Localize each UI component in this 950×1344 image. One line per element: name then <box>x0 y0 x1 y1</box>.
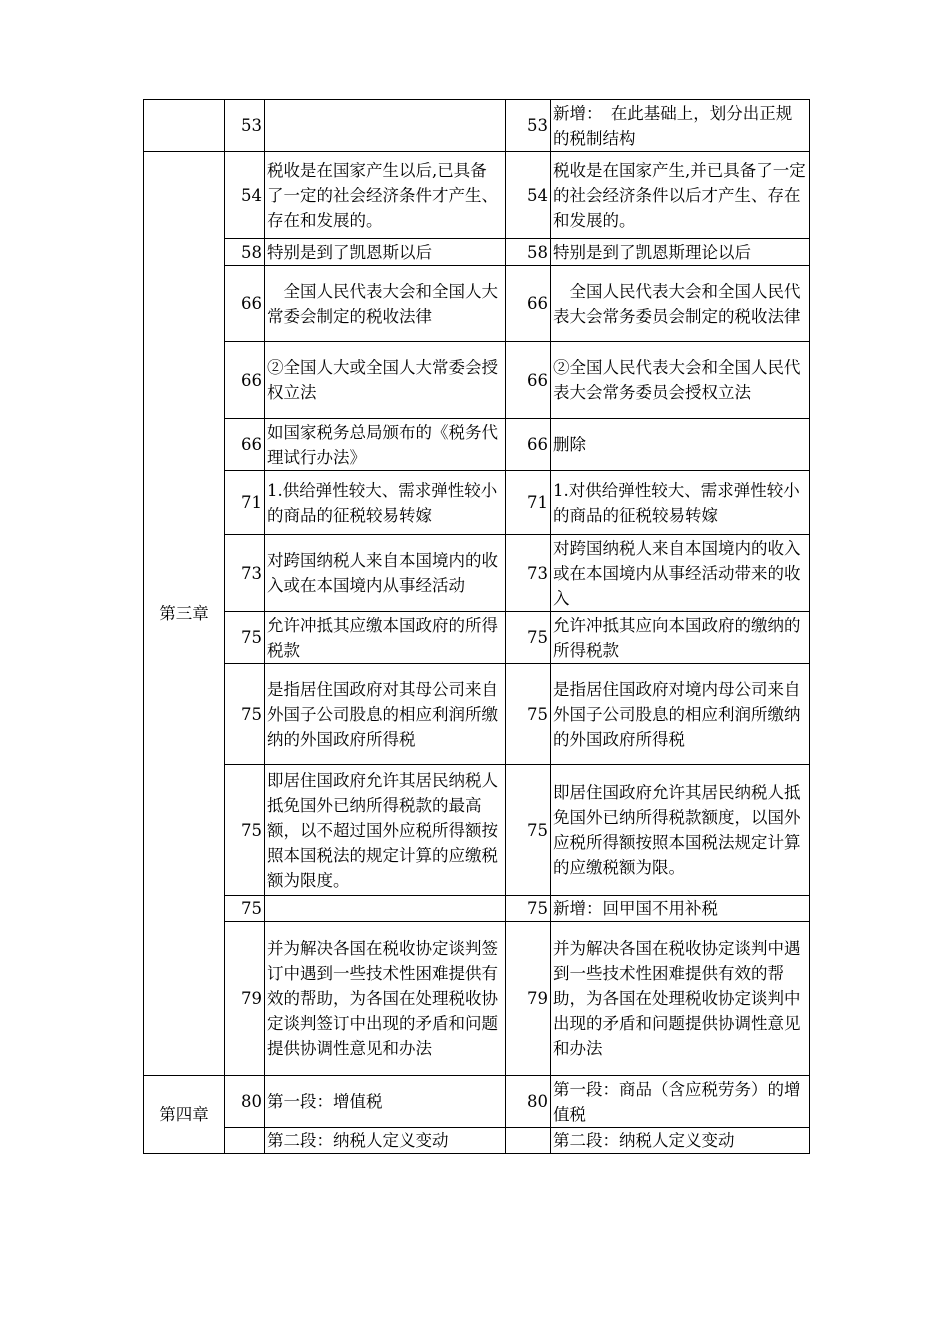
table-row <box>144 419 810 471</box>
new-page-number: 66 <box>506 342 551 419</box>
old-text <box>265 100 506 152</box>
chapter-cell: 第四章 <box>144 1076 225 1154</box>
old-text: ②全国人大或全国人大常委会授权立法 <box>265 342 506 419</box>
new-text: 即居住国政府允许其居民纳税人抵免国外已纳所得税款额度，以国外应税所得额按照本国税法规定计算的应缴税额为限。 <box>551 765 810 896</box>
table-row <box>144 266 810 342</box>
errata-table <box>143 99 810 1154</box>
new-text: 第一段：商品（含应税劳务）的增值税 <box>551 1076 810 1128</box>
old-page-number <box>225 1128 265 1154</box>
old-page-number: 66 <box>225 266 265 342</box>
old-text: 特别是到了凯恩斯以后 <box>265 239 506 266</box>
new-text: 删除 <box>551 419 810 471</box>
new-page-number: 79 <box>506 922 551 1076</box>
new-page-number: 66 <box>506 266 551 342</box>
chapter-cell <box>144 100 225 152</box>
old-text: 税收是在国家产生以后,已具备了一定的社会经济条件才产生、存在和发展的。 <box>265 152 506 239</box>
new-page-number: 75 <box>506 664 551 765</box>
new-text: 是指居住国政府对境内母公司来自外国子公司股息的相应利润所缴纳的外国政府所得税 <box>551 664 810 765</box>
new-text: 全国人民代表大会和全国人民代表大会常务委员会制定的税收法律 <box>551 266 810 342</box>
old-page-number: 75 <box>225 765 265 896</box>
table-row <box>144 1128 810 1154</box>
new-page-number: 71 <box>506 471 551 535</box>
table-row <box>144 922 810 1076</box>
table-row <box>144 664 810 765</box>
new-page-number: 73 <box>506 535 551 612</box>
new-text: 新增：回甲国不用补税 <box>551 896 810 922</box>
old-page-number: 73 <box>225 535 265 612</box>
table-row <box>144 342 810 419</box>
table-row <box>144 471 810 535</box>
old-page-number: 66 <box>225 419 265 471</box>
new-text: 第二段：纳税人定义变动 <box>551 1128 810 1154</box>
new-page-number: 80 <box>506 1076 551 1128</box>
old-page-number: 66 <box>225 342 265 419</box>
table-row <box>144 1076 810 1128</box>
old-text: 第二段：纳税人定义变动 <box>265 1128 506 1154</box>
old-page-number: 75 <box>225 664 265 765</box>
table-row <box>144 612 810 664</box>
old-page-number: 75 <box>225 612 265 664</box>
new-page-number <box>506 1128 551 1154</box>
table-row <box>144 239 810 266</box>
chapter-cell: 第三章 <box>144 152 225 1076</box>
old-text: 是指居住国政府对其母公司来自外国子公司股息的相应利润所缴纳的外国政府所得税 <box>265 664 506 765</box>
new-page-number: 75 <box>506 612 551 664</box>
old-page-number: 58 <box>225 239 265 266</box>
new-text: 特别是到了凯恩斯理论以后 <box>551 239 810 266</box>
new-text: ②全国人民代表大会和全国人民代表大会常务委员会授权立法 <box>551 342 810 419</box>
new-text: 税收是在国家产生,并已具备了一定的社会经济条件以后才产生、存在和发展的。 <box>551 152 810 239</box>
old-text: 1.供给弹性较大、需求弹性较小的商品的征税较易转嫁 <box>265 471 506 535</box>
new-page-number: 66 <box>506 419 551 471</box>
new-page-number: 54 <box>506 152 551 239</box>
table-row <box>144 100 810 152</box>
new-text: 并为解决各国在税收协定谈判中遇到一些技术性困难提供有效的帮助，为各国在处理税收协定谈判中出现的矛盾和问题提供协调性意见和办法 <box>551 922 810 1076</box>
old-page-number: 54 <box>225 152 265 239</box>
old-page-number: 71 <box>225 471 265 535</box>
new-page-number: 75 <box>506 765 551 896</box>
new-page-number: 75 <box>506 896 551 922</box>
old-text <box>265 896 506 922</box>
old-page-number: 79 <box>225 922 265 1076</box>
old-text: 对跨国纳税人来自本国境内的收入或在本国境内从事经活动 <box>265 535 506 612</box>
old-page-number: 53 <box>225 100 265 152</box>
new-page-number: 53 <box>506 100 551 152</box>
old-text: 全国人民代表大会和全国人大常委会制定的税收法律 <box>265 266 506 342</box>
old-page-number: 75 <box>225 896 265 922</box>
old-page-number: 80 <box>225 1076 265 1128</box>
old-text: 如国家税务总局颁布的《税务代理试行办法》 <box>265 419 506 471</box>
new-text: 新增： 在此基础上，划分出正规的税制结构 <box>551 100 810 152</box>
table-row <box>144 152 810 239</box>
table-row <box>144 535 810 612</box>
table-row <box>144 896 810 922</box>
table-row <box>144 765 810 896</box>
old-text: 即居住国政府允许其居民纳税人抵免国外已纳所得税款的最高额，以不超过国外应税所得额按照本国税法的规定计算的应缴税额为限度。 <box>265 765 506 896</box>
new-text: 1.对供给弹性较大、需求弹性较小的商品的征税较易转嫁 <box>551 471 810 535</box>
new-text: 允许冲抵其应向本国政府的缴纳的所得税款 <box>551 612 810 664</box>
new-page-number: 58 <box>506 239 551 266</box>
old-text: 并为解决各国在税收协定谈判签订中遇到一些技术性困难提供有效的帮助，为各国在处理税收协定谈判签订中出现的矛盾和问题提供协调性意见和办法 <box>265 922 506 1076</box>
old-text: 第一段：增值税 <box>265 1076 506 1128</box>
new-text: 对跨国纳税人来自本国境内的收入或在本国境内从事经活动带来的收入 <box>551 535 810 612</box>
old-text: 允许冲抵其应缴本国政府的所得税款 <box>265 612 506 664</box>
